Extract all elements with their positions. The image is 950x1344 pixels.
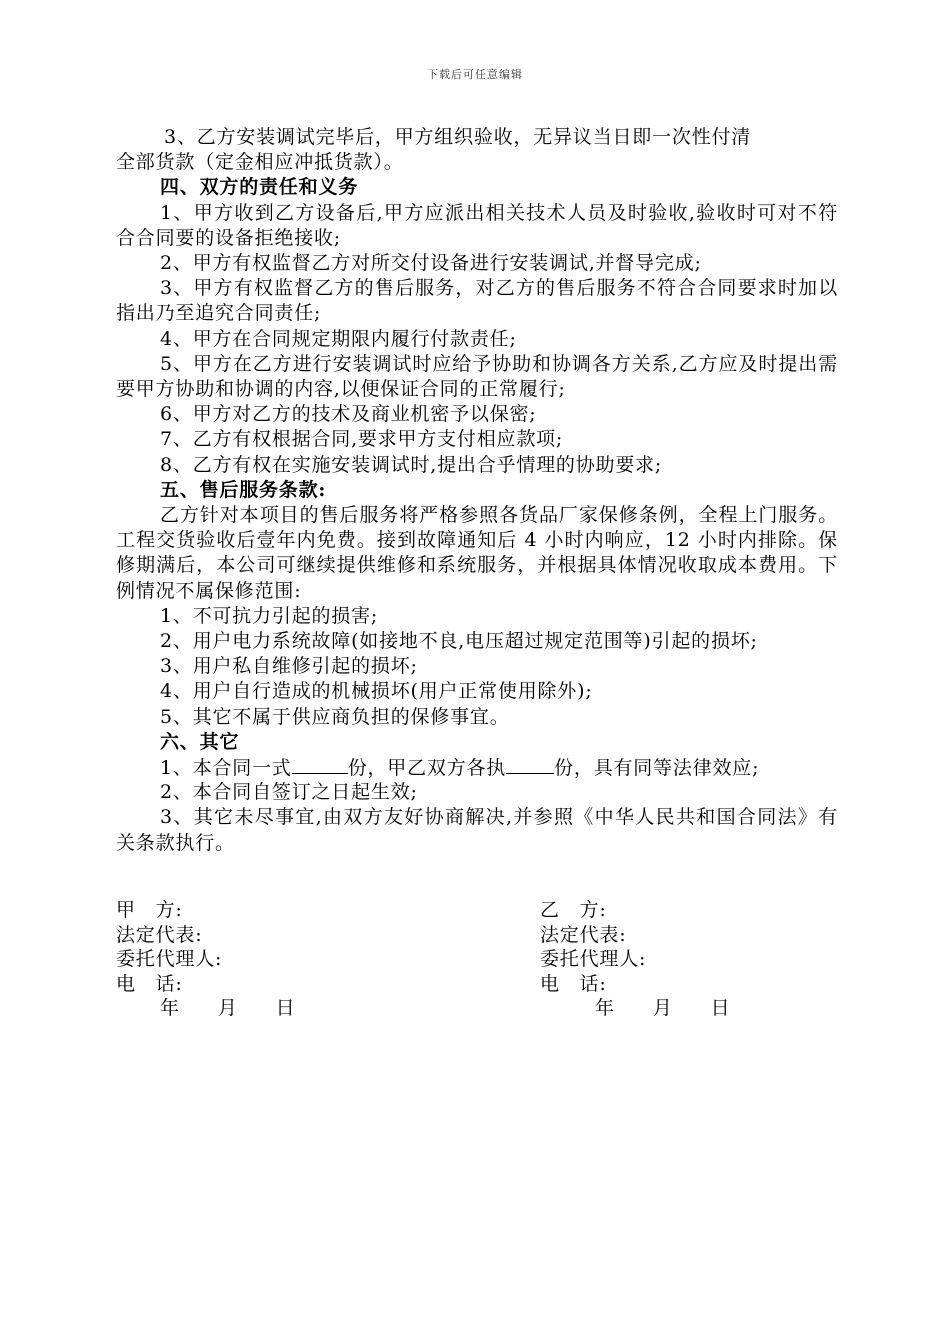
section-5-item-3: 3、用户私自维修引起的损坏;: [160, 655, 418, 678]
party-b-signature-block: [540, 898, 880, 1021]
party-b-label: 乙 方:: [540, 899, 607, 921]
section-4-item-5: 5、甲方在乙方进行安装调试时应给予协助和协调各方关系,乙方应及时提出需要甲方协助和协调的内容,以便保证合同的正常履行;: [116, 352, 838, 400]
section-6-heading: 六、其它: [160, 730, 240, 753]
section-4-item-4: 4、甲方在合同规定期限内履行付款责任;: [160, 327, 517, 350]
party-b-date: [540, 996, 880, 1021]
month-label: 月: [652, 997, 673, 1020]
party-a-label: 甲 方:: [116, 899, 183, 921]
day-label: 日: [275, 997, 296, 1020]
party-a-agent: 委托代理人:: [116, 948, 223, 971]
copies-total-blank: [292, 755, 348, 774]
section-6-item-1-part-a: 1、本合同一式: [160, 756, 292, 779]
party-b-phone: 电 话:: [540, 972, 607, 995]
section-4-item-1: 1、甲方收到乙方设备后,甲方应派出相关技术人员及时验收,验收时可对不符合合同要的设备拒绝接收;: [116, 201, 838, 249]
section-6-item-2: 2、本合同自签订之日起生效;: [160, 781, 418, 804]
year-label: 年: [160, 997, 180, 1020]
year-label: 年: [595, 997, 615, 1020]
section-6-item-3: 3、其它未尽事宜,由双方友好协商解决,并参照《中华人民共和国合同法》有关条款执行。: [116, 806, 838, 854]
payment-item-3-line-1: 3、乙方安装调试完毕后，甲方组织验收，无异议当日即一次性付清: [164, 126, 752, 148]
section-4-item-3: 3、甲方有权监督乙方的售后服务，对乙方的售后服务不符合合同要求时加以指出乃至追究合同责任;: [116, 277, 838, 325]
section-5-intro: 乙方针对本项目的售后服务将严格参照各货品厂家保修条例，全程上门服务。工程交货验收后壹年内免费。接到故障通知后 4 小时内响应，12 小时内排除。保修期满后，本公司可继续提供维修和系统服务，并根据具体情况收取成本费用。下例情况不属保修范围:: [116, 503, 838, 602]
party-a-date: [116, 996, 496, 1021]
section-5-item-2: 2、用户电力系统故障(如接地不良,电压超过规定范围等)引起的损坏;: [160, 629, 758, 652]
section-4-item-2: 2、甲方有权监督乙方对所交付设备进行安装调试,并督导完成;: [160, 251, 702, 274]
party-a-legal-rep: 法定代表:: [116, 923, 203, 946]
month-label: 月: [217, 997, 238, 1020]
section-5-item-1: 1、不可抗力引起的损害;: [160, 604, 379, 627]
party-a-phone: 电 话:: [116, 972, 183, 995]
section-5-heading: 五、售后服务条款:: [160, 478, 327, 501]
party-b-agent: 委托代理人:: [540, 948, 647, 971]
party-b-legal-rep: 法定代表:: [540, 923, 627, 946]
section-4-item-8: 8、乙方有权在实施安装调试时,提出合乎情理的协助要求;: [160, 453, 663, 476]
contract-body: [116, 125, 838, 856]
copies-each-blank: [506, 755, 554, 774]
section-6-item-1-part-b: 份，甲乙双方各执: [347, 756, 507, 779]
section-4-item-6: 6、甲方对乙方的技术及商业机密予以保密;: [160, 403, 537, 426]
section-5-item-5: 5、其它不属于供应商负担的保修事宜。: [160, 705, 510, 728]
header-note: 下载后可任意编辑: [427, 68, 523, 81]
payment-item-3-line-2: 全部货款（定金相应冲抵货款）。: [116, 151, 404, 174]
section-4-heading: 四、双方的责任和义务: [160, 176, 359, 199]
day-label: 日: [710, 997, 731, 1020]
section-5-item-4: 4、用户自行造成的机械损坏(用户正常使用除外);: [160, 680, 593, 703]
section-6-item-1: [116, 755, 838, 780]
section-4-item-7: 7、乙方有权根据合同,要求甲方支付相应款项;: [160, 428, 564, 451]
party-a-signature-block: [116, 898, 496, 1021]
section-6-item-1-part-c: 份，具有同等法律效应;: [554, 756, 760, 779]
